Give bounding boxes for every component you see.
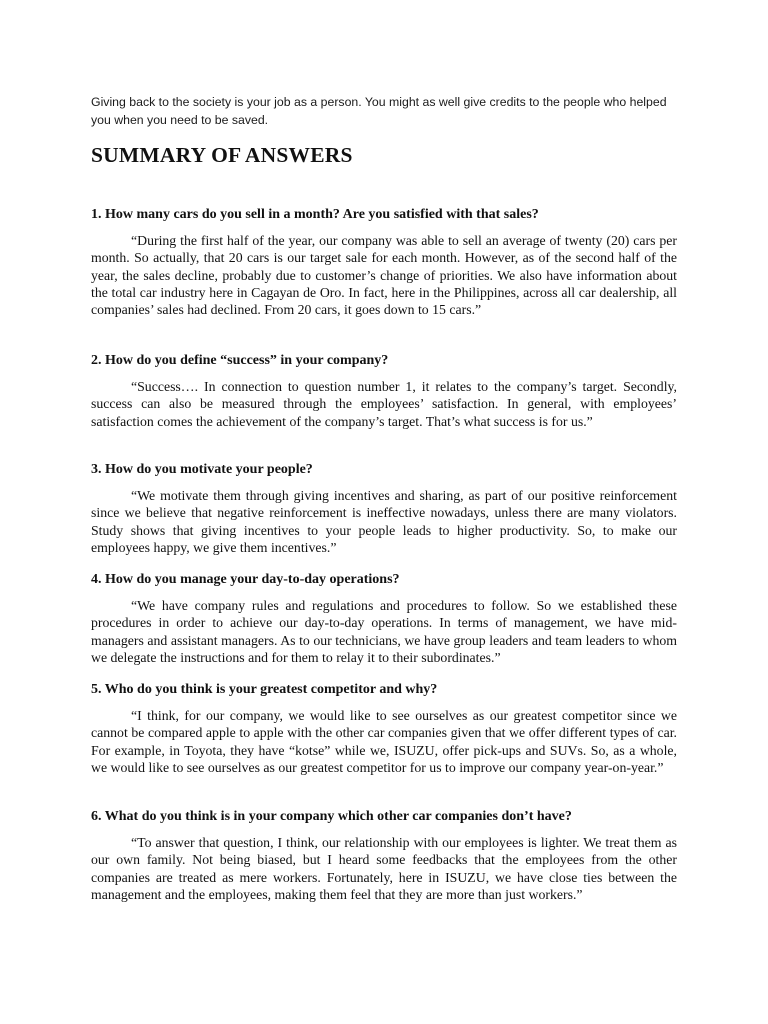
answer-2: “Success…. In connection to question number 1, it relates to the company’s target. Secondly, success can also be measured through the employees’ satisfaction. In general, with employees’ satisfaction comes the achievement of the company’s target. That’s what success is for us.”: [91, 379, 677, 429]
question-6: 6. What do you think is in your company which other car companies don’t have?: [91, 809, 572, 824]
answer-1: “During the first half of the year, our company was able to sell an average of twenty (20) cars per month. So actually, that 20 cars is our target sale for each month. However, as of the second half of the year, the sales decline, probably due to customer’s change of priorities. We also have information about the total car industry here in Cagayan de Oro. In fact, here in the Philippines, across all car dealership, all companies’ sales had declined. From 20 cars, it goes down to 15 cars.”: [91, 233, 677, 318]
answer-5: “I think, for our company, we would like to see ourselves as our greatest competitor since we cannot be compared apple to apple with the other car companies given that we offer different types of car. For example, in Toyota, they have “kotse” while we, ISUZU, offer pick-ups and SUVs. So, as a whole, we would like to see ourselves as our greatest competitor for us to improve our company year-on-year.”: [91, 708, 677, 775]
answer-4: “We have company rules and regulations and procedures to follow. So we established these procedures in order to achieve our day-to-day operations. In terms of management, we have mid-managers and assistant managers. As to our technicians, we have group leaders and team leaders to whom we delegate the instructions and for them to relay it to their subordinates.”: [91, 598, 677, 665]
question-1: 1. How many cars do you sell in a month? Are you satisfied with that sales?: [91, 207, 539, 222]
qa-item-3: [91, 461, 677, 556]
answer-6: “To answer that question, I think, our relationship with our employees is lighter. We treat them as our own family. Not being biased, but I heard some feedbacks that the employees from the other companies are treated as mere workers. Fortunately, here in ISUZU, we have close ties between the management and the employees, making them feel that they are more than just workers.”: [91, 835, 677, 902]
qa-item-2: [91, 352, 677, 430]
intro-paragraph: Giving back to the society is your job as a person. You might as well give credits to the people who helped you when you need to be saved.: [91, 95, 667, 127]
qa-item-6: [91, 808, 677, 903]
question-3: 3. How do you motivate your people?: [91, 462, 313, 477]
qa-item-5: [91, 681, 677, 776]
page-title: SUMMARY OF ANSWERS: [91, 143, 353, 167]
question-4: 4. How do you manage your day-to-day operations?: [91, 572, 400, 587]
answer-3: “We motivate them through giving incentives and sharing, as part of our positive reinforcement since we believe that negative reinforcement is ineffective nowadays, unless there are many violators. Study shows that giving incentives to your people leads to higher productivity. So, to make our employees happy, we give them incentives.”: [91, 488, 677, 555]
question-5: 5. Who do you think is your greatest competitor and why?: [91, 682, 438, 697]
qa-item-1: [91, 206, 677, 318]
qa-item-4: [91, 571, 677, 666]
question-2: 2. How do you define “success” in your company?: [91, 353, 389, 368]
